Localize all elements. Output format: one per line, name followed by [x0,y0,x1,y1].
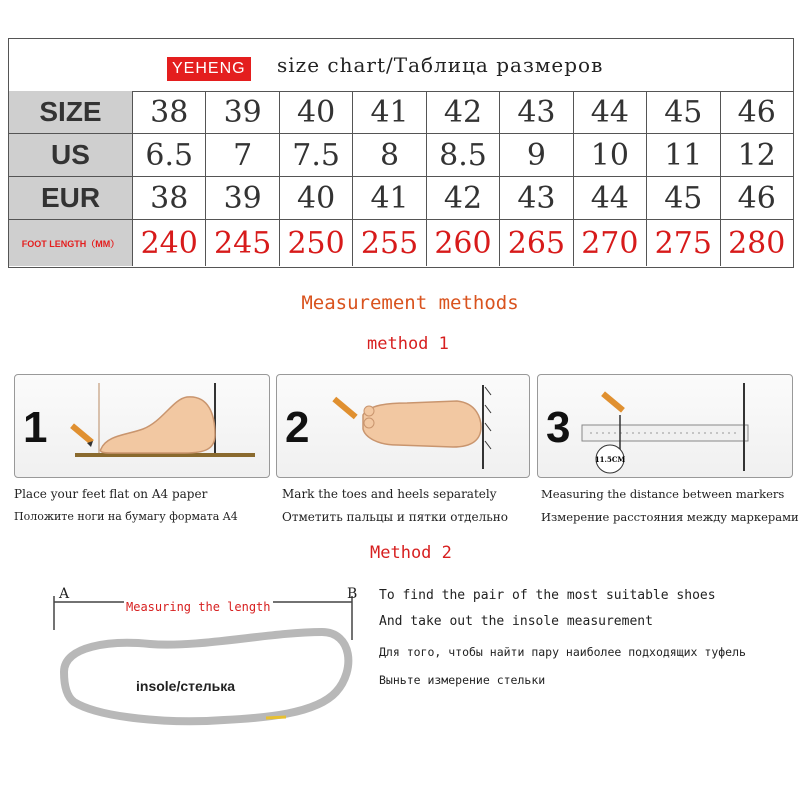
table-cell: 46 [737,94,776,130]
table-title-row [9,39,793,92]
step1-caption-ru: Положите ноги на бумагу формата A4 [14,510,238,523]
step3-number: 3 [546,403,571,452]
method2-line1: To find the pair of the most suitable shoes [379,588,716,603]
table-cell: 39 [206,91,279,133]
table-cell: 42 [427,91,500,133]
table-cell: 275 [647,220,720,266]
measure-length-label: Measuring the length [126,600,271,614]
marker-distance-label: 11.5CM [594,455,626,464]
table-row [9,220,793,266]
table-cell: 280 [728,225,786,261]
row-header: SIZE [9,91,133,133]
step2-panel [276,374,530,478]
table-cell: 255 [353,220,426,266]
table-title: size chart/Таблица размеров [277,53,604,77]
table-cell: 43 [500,91,573,133]
table-cell: 42 [427,177,500,219]
ruler-measurement-illustration [538,375,793,478]
point-a-label: A [59,586,70,602]
step1-caption-en: Place your feet flat on A4 paper [14,487,208,501]
method2-line4: Выньте измерение стельки [379,673,546,687]
method2-title: Method 2 [370,543,452,563]
table-cell: 260 [427,220,500,266]
table-row [9,177,793,220]
row-header: US [9,134,133,176]
point-b-label: B [347,586,358,602]
brand-badge: YEHENG [167,57,251,81]
step3-caption-ru: Измерение расстояния между маркерами [541,510,799,524]
table-cell: 10 [574,134,647,176]
table-cell: 45 [647,91,720,133]
step1-panel [14,374,270,478]
table-cell: 38 [133,91,206,133]
table-cell: 40 [280,177,353,219]
table-cell: 265 [500,220,573,266]
table-cell: 38 [133,177,206,219]
table-cell: 9 [500,134,573,176]
row-header: FOOT LENGTH（MM） [9,220,133,266]
table-cell: 7.5 [280,134,353,176]
method2-line2: And take out the insole measurement [379,614,653,629]
foot-on-paper-illustration [15,375,270,478]
step2-caption-ru: Отметить пальцы и пятки отдельно [282,510,508,524]
table-cell: 6.5 [133,134,206,176]
table-cell: 44 [574,91,647,133]
table-cell: 11 [647,134,720,176]
step3-caption-en: Measuring the distance between markers [541,487,785,501]
insole-label: insole/стелька [136,678,236,694]
step1-number: 1 [23,403,48,452]
row-header: EUR [9,177,133,219]
table-cell: 39 [206,177,279,219]
table-cell: 43 [500,177,573,219]
step3-panel [537,374,793,478]
table-cell: 45 [647,177,720,219]
table-cell: 250 [280,220,353,266]
table-cell: 8 [353,134,426,176]
size-chart-table [8,38,794,268]
table-cell: 44 [574,177,647,219]
measurement-heading: Measurement methods [301,292,519,314]
table-cell: 240 [133,220,206,266]
table-cell: 270 [574,220,647,266]
table-cell: 8.5 [427,134,500,176]
table-row [9,134,793,177]
method2-line3: Для того, чтобы найти пару наиболее подходящих туфель [379,645,746,659]
table-cell: 12 [737,137,776,173]
table-cell: 46 [737,180,776,216]
method1-title: method 1 [367,334,449,354]
step2-number: 2 [285,403,310,452]
mark-toes-illustration [277,375,530,478]
table-cell: 245 [206,220,279,266]
table-cell: 41 [353,177,426,219]
table-cell: 40 [280,91,353,133]
table-cell: 41 [353,91,426,133]
table-row [9,91,793,134]
step2-caption-en: Mark the toes and heels separately [282,487,497,501]
table-cell: 7 [206,134,279,176]
